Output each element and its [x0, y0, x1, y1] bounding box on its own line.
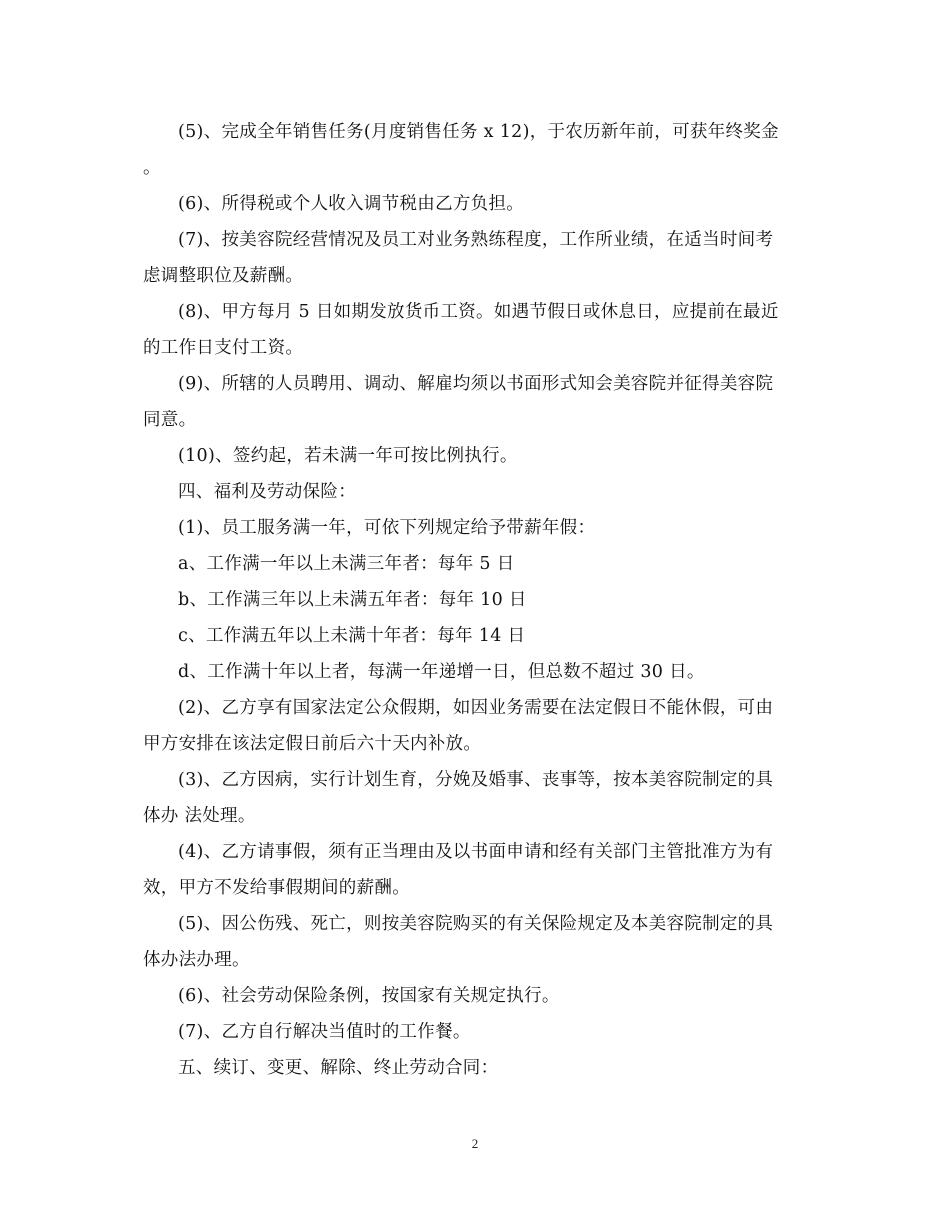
list-item-leave-c — [143, 618, 811, 654]
paragraph-paid-leave — [143, 510, 811, 546]
section-heading: 四、福利及劳动保险： — [178, 482, 356, 502]
paragraph-line: 效，甲方不发给事假期间的薪酬。 — [143, 878, 410, 898]
paragraph-line: (6)、所得税或个人收入调节税由乙方负担。 — [178, 194, 525, 214]
paragraph-staff-hiring — [143, 366, 811, 438]
paragraph-line: b、工作满三年以上未满五年者：每年 10 日 — [178, 590, 527, 610]
paragraph-line: 。 — [143, 158, 161, 178]
paragraph-public-holidays — [143, 690, 811, 762]
paragraph-line: 体办法办理。 — [143, 950, 250, 970]
paragraph-proration — [143, 438, 811, 474]
paragraph-line: (10)、签约起，若未满一年可按比例执行。 — [178, 446, 518, 466]
paragraph-line: (7)、按美容院经营情况及员工对业务熟练程度，工作所业绩，在适当时间考 — [178, 230, 774, 250]
paragraph-line: a、工作满一年以上未满三年者：每年 5 日 — [178, 554, 515, 574]
paragraph-line: c、工作满五年以上未满十年者：每年 14 日 — [178, 626, 526, 646]
paragraph-personal-leave — [143, 834, 811, 906]
paragraph-salary-adjustment — [143, 222, 811, 294]
paragraph-meals — [143, 1014, 811, 1050]
paragraph-annual-bonus — [143, 114, 811, 186]
paragraph-line: 虑调整职位及薪酬。 — [143, 266, 304, 286]
list-item-leave-a — [143, 546, 811, 582]
paragraph-line: (1)、员工服务满一年，可依下列规定给予带薪年假： — [178, 518, 596, 538]
paragraph-line: (2)、乙方享有国家法定公众假期，如因业务需要在法定假日不能休假，可由 — [178, 698, 774, 718]
paragraph-line: d、工作满十年以上者，每满一年递增一日，但总数不超过 30 日。 — [178, 662, 705, 682]
paragraph-work-injury — [143, 906, 811, 978]
paragraph-payday — [143, 294, 811, 366]
section-heading: 五、续订、变更、解除、终止劳动合同： — [178, 1058, 499, 1078]
paragraph-social-insurance — [143, 978, 811, 1014]
paragraph-line: (3)、乙方因病，实行计划生育，分娩及婚事、丧事等，按本美容院制定的具 — [178, 770, 774, 790]
paragraph-line: (5)、因公伤残、死亡，则按美容院购买的有关保险规定及本美容院制定的具 — [178, 914, 774, 934]
paragraph-sick-leave — [143, 762, 811, 834]
paragraph-line: (7)、乙方自行解决当值时的工作餐。 — [178, 1022, 471, 1042]
list-item-leave-b — [143, 582, 811, 618]
paragraph-income-tax — [143, 186, 811, 222]
paragraph-line: 体办 法处理。 — [143, 806, 256, 826]
page-number: 2 — [471, 1136, 479, 1151]
paragraph-line: 甲方安排在该法定假日前后六十天内补放。 — [143, 734, 482, 754]
paragraph-line: (8)、甲方每月 5 日如期发放货币工资。如遇节假日或休息日，应提前在最近 — [178, 302, 779, 322]
paragraph-line: (5)、完成全年销售任务(月度销售任务 x 12)，于农历新年前，可获年终奖金 — [178, 122, 779, 142]
section-heading-welfare — [143, 474, 811, 510]
list-item-leave-d — [143, 654, 811, 690]
paragraph-line: 同意。 — [143, 410, 197, 430]
paragraph-line: (9)、所辖的人员聘用、调动、解雇均须以书面形式知会美容院并征得美容院 — [178, 374, 774, 394]
paragraph-line: 的工作日支付工资。 — [143, 338, 304, 358]
paragraph-line: (6)、社会劳动保险条例，按国家有关规定执行。 — [178, 986, 560, 1006]
section-heading-contract — [143, 1050, 811, 1086]
paragraph-line: (4)、乙方请事假，须有正当理由及以书面申请和经有关部门主管批准方为有 — [178, 842, 774, 862]
document-body — [143, 114, 811, 1086]
